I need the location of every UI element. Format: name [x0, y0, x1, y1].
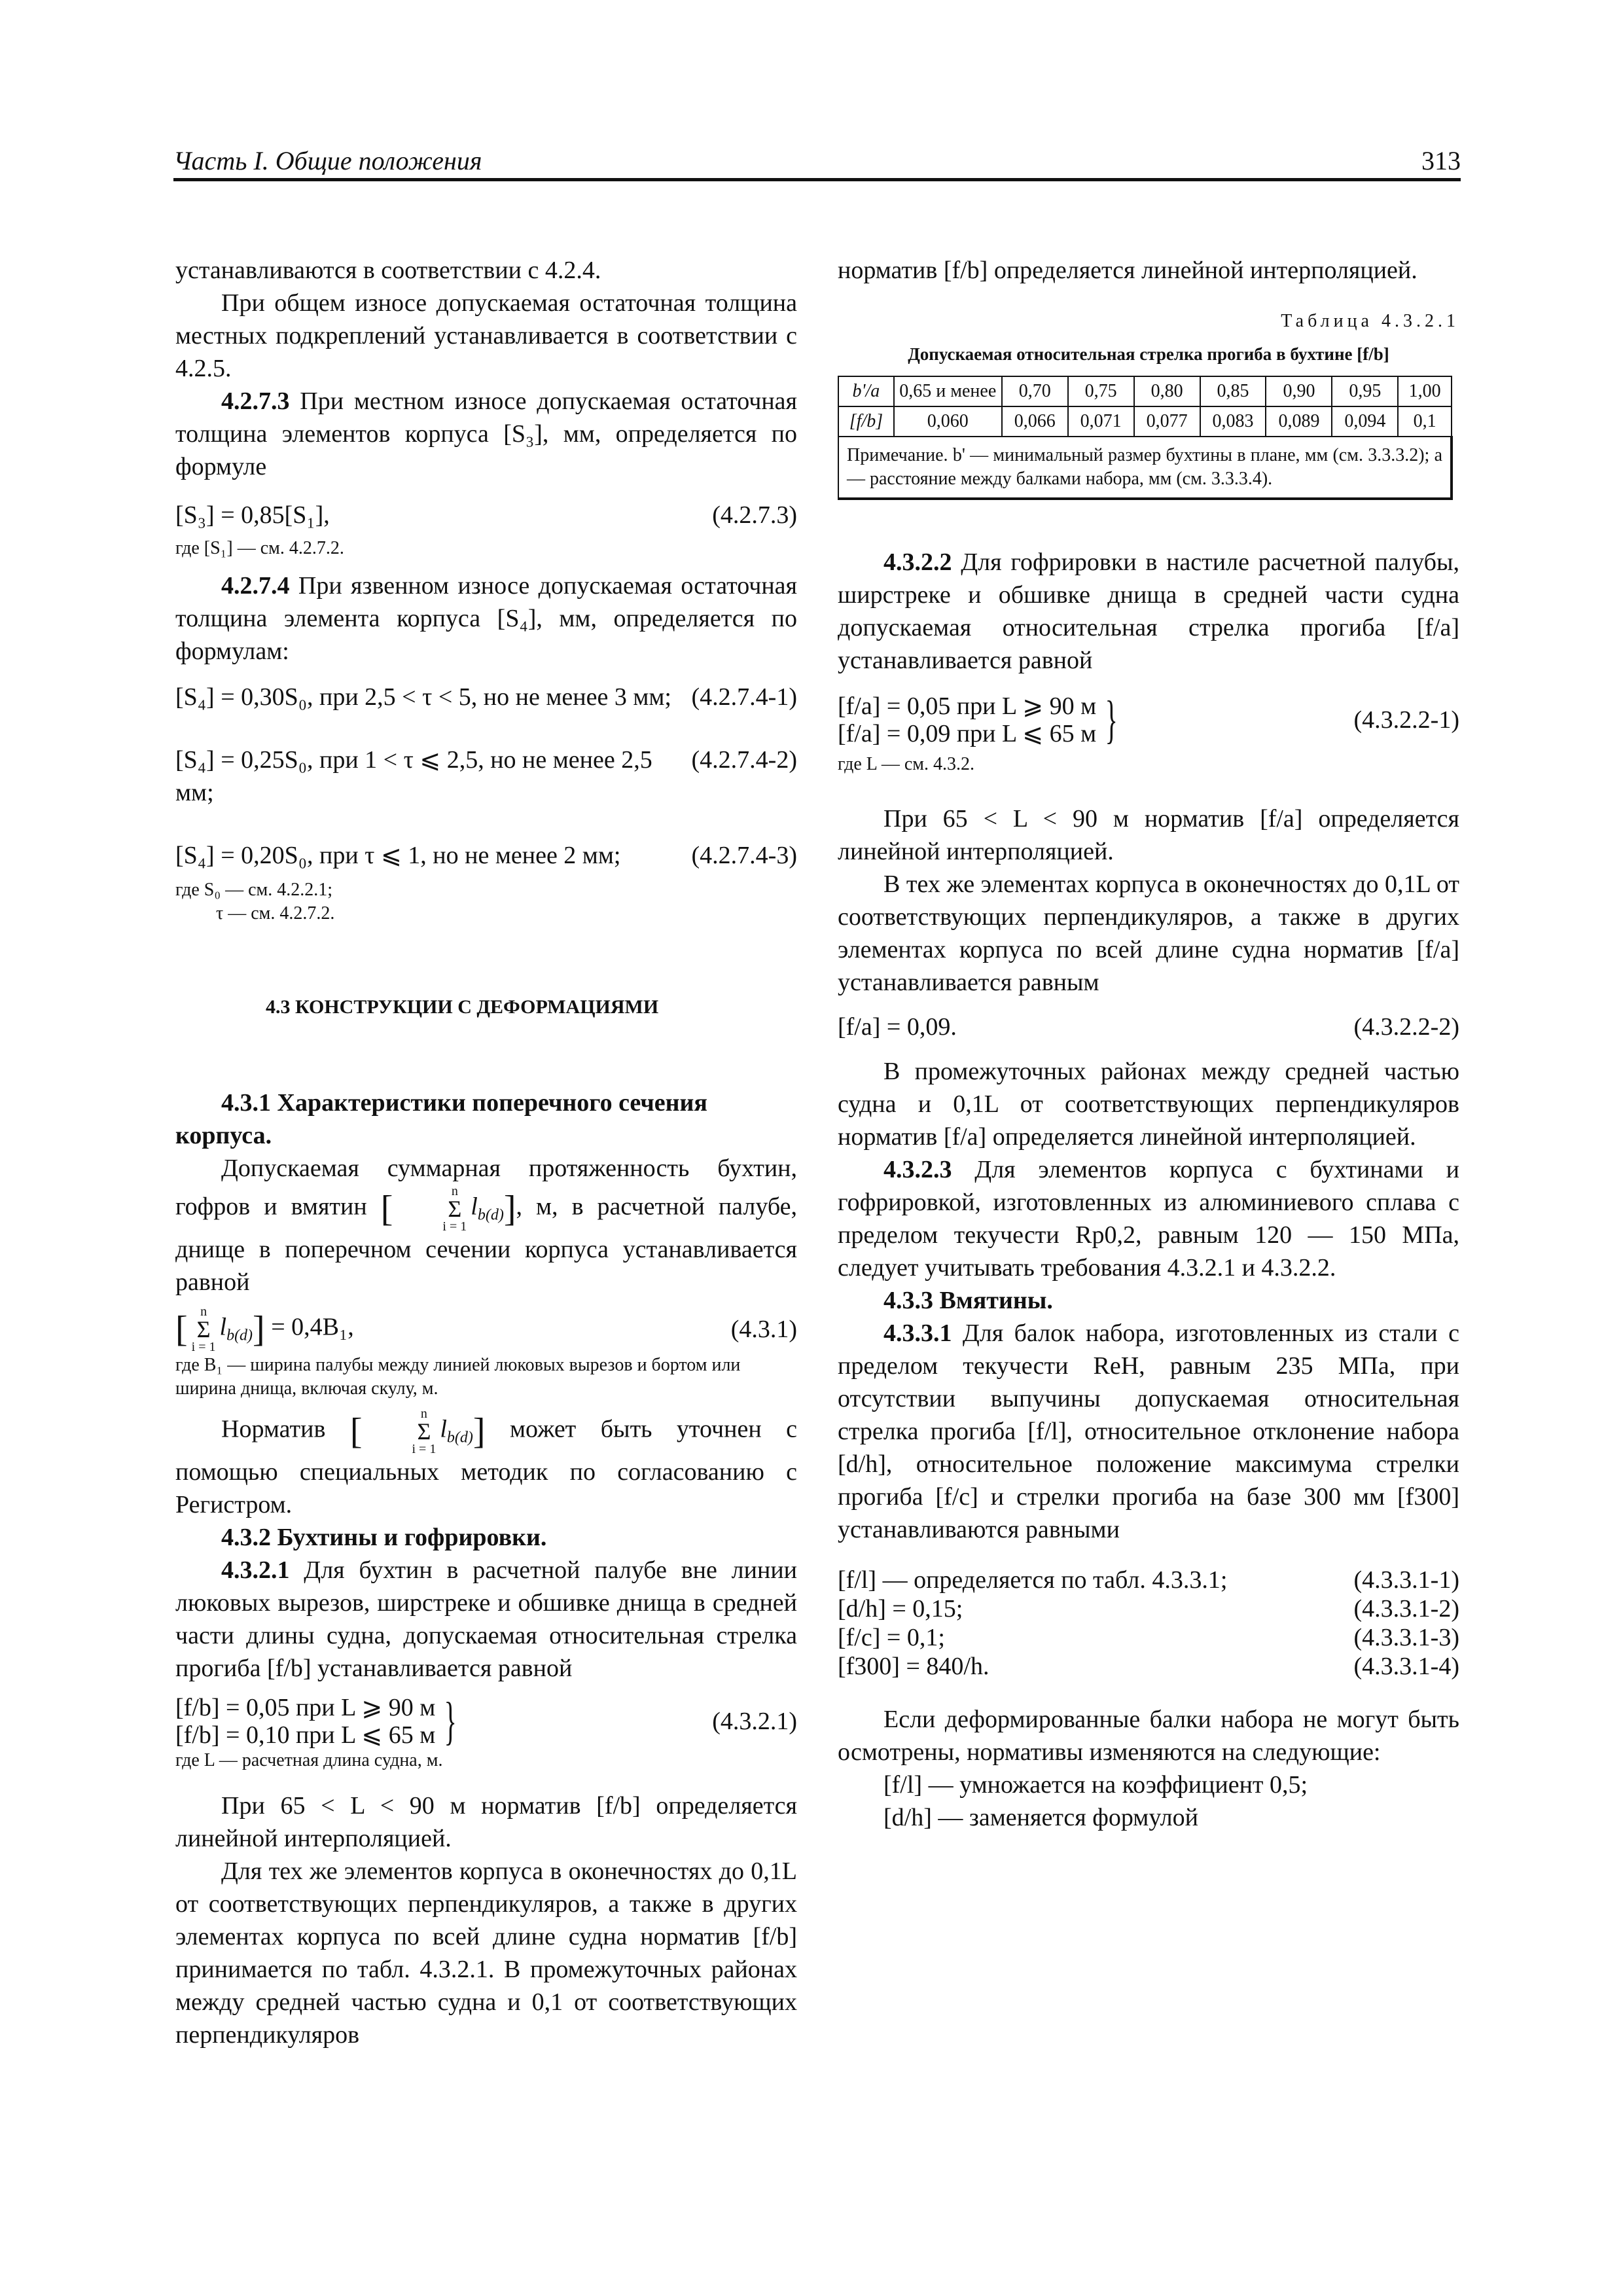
- formula-text: [f/l] — определяется по табл. 4.3.3.1;: [838, 1566, 1228, 1594]
- formula-text: [f/a] = 0,09.: [838, 1013, 957, 1041]
- sigma: Σ: [196, 1316, 211, 1342]
- right-brace: }: [1105, 691, 1118, 749]
- formula-number: (4.2.7.4-1): [691, 683, 797, 711]
- where-note: где B₁ — ширина палубы между линией люковых вырезов и бортом или ширина днища, включая скулу, м.: [175, 1355, 741, 1399]
- formula-number: (4.3.1): [730, 1316, 797, 1343]
- paragraph-4-3-2-2: [838, 546, 1459, 677]
- clause-text: Для бухтин в расчетной палубе вне линии люковых вырезов, ширстреке и обшивке днища в средней части длины судна, допускаемая относительная стрелка прогиба [f/b] устанавливается равной: [175, 1556, 797, 1682]
- sum-lower: i = 1: [412, 1442, 437, 1456]
- bracket: ]: [503, 1189, 516, 1229]
- sum-subscript: b(d): [477, 1206, 504, 1224]
- clause-number: 4.2.7.4: [221, 572, 290, 600]
- section-title: 4.3 КОНСТРУКЦИИ С ДЕФОРМАЦИЯМИ: [266, 996, 659, 1018]
- sum-term: l: [471, 1193, 478, 1221]
- table-cell: 0,90: [1266, 376, 1332, 406]
- formula-number: (4.3.2.2-2): [1353, 1013, 1459, 1041]
- formula-4-2-7-4-2: [175, 744, 797, 809]
- text: Норматив: [221, 1415, 326, 1443]
- where-note: где [S₁] — см. 4.2.7.2.: [175, 538, 344, 558]
- formula-4-3-3-1-3: [838, 1623, 1459, 1652]
- table-cell: 0,85: [1200, 376, 1266, 406]
- sum-symbol: [192, 1305, 216, 1354]
- formula-number: (4.3.3.1-4): [1353, 1653, 1459, 1680]
- sum-lower: i = 1: [442, 1219, 467, 1234]
- sigma: Σ: [417, 1418, 431, 1444]
- clause-number: 4.3.2.1: [221, 1556, 290, 1584]
- formula-number: (4.3.3.1-2): [1353, 1595, 1459, 1623]
- paragraph: При 65 < L < 90 м норматив [f/a] определяется линейной интерполяцией.: [838, 805, 1459, 865]
- formula-number: (4.3.2.2-1): [1353, 706, 1459, 734]
- formula-number: (4.2.7.3): [712, 501, 797, 529]
- formula-text: [175, 1305, 354, 1354]
- paragraph: Если деформированные балки набора не могут быть осмотрены, нормативы изменяются на следующие:: [838, 1706, 1459, 1766]
- clause-number: 4.3.3.1: [883, 1319, 952, 1347]
- table-cell: 0,060: [894, 406, 1002, 437]
- text: может быть уточнен с помощью специальных методик по согласованию с Регистром.: [175, 1415, 797, 1518]
- formula-line: [f/a] = 0,09 при L ⩽ 65 м: [838, 720, 1097, 747]
- formula-number: (4.3.3.1-1): [1353, 1566, 1459, 1594]
- paragraph: Для тех же элементов корпуса в оконечностях до 0,1L от соответствующих перпендикуляров, а также в других элементах корпуса по всей длине судна норматив [f/b] принимается по табл. 4.3.2.1. В промежуточных районах между средней частью судна и 0,1 от соответствующих перпендикуляров: [175, 1857, 797, 2049]
- table-cell: 0,077: [1134, 406, 1200, 437]
- formula-4-2-7-4-3: [175, 839, 797, 872]
- table-cell: 1,00: [1398, 376, 1452, 406]
- sum-upper: n: [451, 1184, 458, 1198]
- text: , м, в расчетной палубе, днище в поперечном сечении корпуса устанавливается равной: [175, 1193, 798, 1296]
- table-cell: 0,95: [1332, 376, 1398, 406]
- clause-text: Для балок набора, изготовленных из стали с пределом текучести ReH, равным 235 МПа, при отсутствии выпучины допускаемая относительная стрелка прогиба [f/l], относительное отклонение набора [d/h], относительное положение максимума стрелки прогиба [f/c] и стрелки прогиба на базе 300 мм [f300] устанавливаются равными: [838, 1319, 1459, 1543]
- running-header: Часть I. Общие положения: [173, 146, 482, 175]
- where-note: τ — см. 4.2.7.2.: [216, 903, 335, 924]
- table-cell: 0,071: [1068, 406, 1134, 437]
- sum-lower: i = 1: [191, 1340, 216, 1354]
- subsection-title: 4.3.2 Бухтины и гофрировки.: [221, 1524, 547, 1551]
- sum-upper: n: [420, 1407, 427, 1421]
- formula-system: [838, 692, 1124, 747]
- table-cell: [f/b]: [838, 406, 894, 437]
- formula-4-3-3-1-1: [838, 1566, 1459, 1594]
- sum-subscript: b(d): [446, 1429, 473, 1446]
- sum-symbol: [397, 1185, 467, 1233]
- paragraph-4-3-1: [175, 1152, 797, 1299]
- formula-4-3-2-2-1: [838, 692, 1459, 747]
- table-cell: 0,70: [1002, 376, 1068, 406]
- sum-term: l: [219, 1313, 227, 1341]
- table-cell: 0,094: [1332, 406, 1398, 437]
- formula-line: [f/b] = 0,05 при L ⩾ 90 м: [175, 1694, 436, 1721]
- formula-text: [d/h] = 0,15;: [838, 1595, 963, 1623]
- table-row: [838, 376, 1452, 406]
- formula-lines: [175, 1694, 435, 1749]
- deflection-table: [838, 376, 1453, 500]
- formula-number: (4.2.7.4-3): [691, 842, 797, 869]
- table-cell: 0,089: [1266, 406, 1332, 437]
- bracket: ]: [253, 1309, 265, 1350]
- bracket: [: [175, 1309, 188, 1350]
- table-cell: 0,75: [1068, 376, 1134, 406]
- where-note: где L — см. 4.3.2.: [838, 754, 974, 774]
- paragraph: устанавливаются в соответствии с 4.2.4.: [175, 257, 601, 284]
- table-note: Примечание. b' — минимальный размер бухтины в плане, мм (см. 3.3.3.2); a — расстояние между балками набора, мм (см. 3.3.3.4).: [838, 437, 1452, 499]
- formula-group-4-3-3-1: [838, 1566, 1459, 1681]
- paragraph-4-2-7-3: [175, 385, 797, 483]
- clause-text: При местном износе допускаемая остаточная толщина элементов корпуса [S₃], мм, определяется по формуле: [175, 387, 797, 480]
- formula-4-3-3-1-4: [838, 1652, 1459, 1681]
- paragraph-4-3-2-3: [838, 1153, 1459, 1284]
- paragraph-norm: [175, 1407, 797, 1521]
- formula-text: [f/c] = 0,1;: [838, 1624, 945, 1651]
- where-note: где S₀ — см. 4.2.2.1;: [175, 880, 333, 900]
- formula-text: [S₄] = 0,20S₀, при τ ⩽ 1, но не менее 2 мм;: [175, 842, 621, 869]
- subsection-title: 4.3.3 Вмятины.: [883, 1287, 1053, 1314]
- paragraph: [d/h] — заменяется формулой: [883, 1804, 1198, 1831]
- sum-term: l: [440, 1415, 447, 1443]
- clause-text: Для элементов корпуса с бухтинами и гофрировкой, изготовленных из алюминиевого сплава с пределом текучести Rp0,2, равным 120 — 150 МПа, следует учитывать требования 4.3.2.1 и 4.3.2.2.: [838, 1156, 1459, 1282]
- formula-number: (4.2.7.4-2): [691, 746, 797, 774]
- table-cell: 0,083: [1200, 406, 1266, 437]
- paragraph: [f/l] — умножается на коэффициент 0,5;: [883, 1771, 1308, 1799]
- formula-text: [f300] = 840/h.: [838, 1653, 990, 1680]
- formula-rhs: = 0,4B₁,: [264, 1313, 354, 1341]
- formula-4-3-1: [175, 1305, 797, 1354]
- paragraph: При общем износе допускаемая остаточная толщина местных подкреплений устанавливается в соответствии с 4.2.5.: [175, 289, 797, 382]
- formula-text: [S₄] = 0,25S₀, при 1 < τ ⩽ 2,5, но не менее 2,5 мм;: [175, 746, 652, 806]
- sum-symbol: [366, 1407, 437, 1456]
- paragraph-4-3-2-1: [175, 1554, 797, 1685]
- formula-number: (4.3.3.1-3): [1353, 1624, 1459, 1651]
- formula-4-3-3-1-2: [838, 1594, 1459, 1623]
- table-cell: 0,1: [1398, 406, 1452, 437]
- paragraph: В промежуточных районах между средней частью судна и 0,1L от соответствующих перпендикуляров норматив [f/a] определяется линейной интерполяцией.: [838, 1058, 1459, 1151]
- right-column: [838, 254, 1459, 1834]
- where-note: где L — расчетная длина судна, м.: [175, 1750, 443, 1770]
- formula-line: [f/a] = 0,05 при L ⩾ 90 м: [838, 692, 1097, 720]
- paragraph: При 65 < L < 90 м норматив [f/b] определяется линейной интерполяцией.: [175, 1792, 797, 1852]
- paragraph-4-3-3-1: [838, 1317, 1459, 1546]
- clause-number: 4.3.2.2: [883, 548, 952, 576]
- formula-lines: [838, 692, 1096, 747]
- header-rule: [173, 178, 1461, 181]
- table-row: [838, 437, 1452, 499]
- formula-line: [f/b] = 0,10 при L ⩽ 65 м: [175, 1721, 436, 1749]
- sum-upper: n: [200, 1304, 207, 1319]
- bracket: [: [349, 1411, 363, 1452]
- bracket: ]: [473, 1411, 486, 1452]
- table-cell: 0,80: [1134, 376, 1200, 406]
- clause-text: При язвенном износе допускаемая остаточная толщина элемента корпуса [S₄], мм, определяется по формулам:: [175, 572, 797, 665]
- table-title: Допускаемая относительная стрелка прогиба в бухтине [f/b]: [908, 344, 1389, 364]
- formula-4-2-7-3: [175, 499, 797, 531]
- sigma: Σ: [448, 1196, 462, 1222]
- subsection-title: 4.3.1 Характеристики поперечного сечения корпуса.: [175, 1089, 707, 1149]
- formula-text: [S₃] = 0,85[S₁],: [175, 501, 330, 529]
- formula-4-2-7-4-1: [175, 681, 797, 713]
- table-cell: 0,65 и менее: [894, 376, 1002, 406]
- formula-4-3-2-2-2: [838, 1011, 1459, 1043]
- bracket: [: [380, 1189, 393, 1229]
- clause-number: 4.2.7.3: [221, 387, 290, 415]
- clause-text: Для гофрировки в настиле расчетной палубы, ширстреке и обшивке днища в средней части судна допускаемая относительная стрелка прогиба [f/a] устанавливается равной: [838, 548, 1459, 674]
- formula-4-3-2-1: [175, 1694, 797, 1749]
- left-column: [175, 254, 797, 2051]
- page-number: 313: [1421, 146, 1461, 175]
- formula-system: [175, 1694, 463, 1749]
- paragraph: норматив [f/b] определяется линейной интерполяцией.: [838, 257, 1418, 284]
- text: Допускаемая суммарная протяженность бухтин, гофров и вмятин: [175, 1155, 797, 1221]
- formula-text: [S₄] = 0,30S₀, при 2,5 < τ < 5, но не менее 3 мм;: [175, 683, 671, 711]
- formula-number: (4.3.2.1): [712, 1708, 797, 1735]
- paragraph-4-2-7-4: [175, 569, 797, 668]
- paragraph: В тех же элементах корпуса в оконечностях до 0,1L от соответствующих перпендикуляров, а также в других элементах корпуса по всей длине судна норматив [f/a] устанавливается равным: [838, 870, 1459, 996]
- clause-number: 4.3.2.3: [883, 1156, 952, 1183]
- table-row: [838, 406, 1452, 437]
- right-brace: }: [444, 1693, 457, 1750]
- sum-subscript: b(d): [226, 1327, 253, 1344]
- table-cell: 0,066: [1002, 406, 1068, 437]
- table-cell: b'/a: [838, 376, 894, 406]
- table-number: Таблица 4.3.2.1: [1281, 311, 1459, 331]
